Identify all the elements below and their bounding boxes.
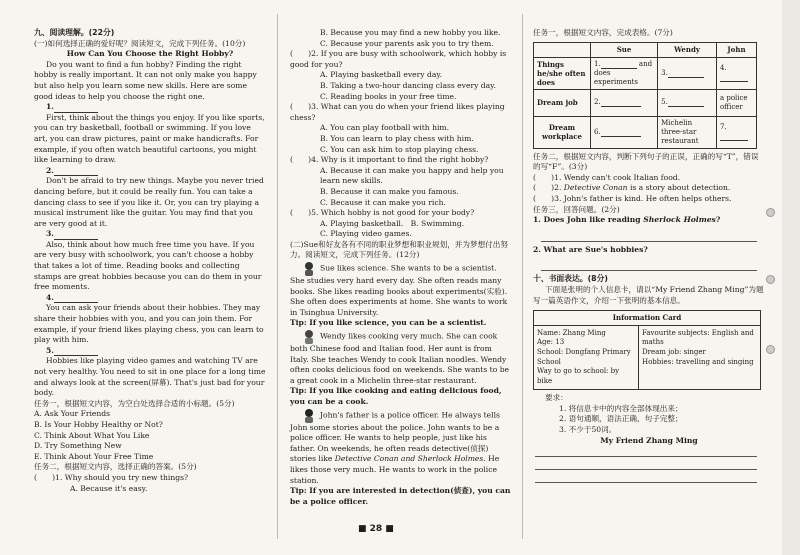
card-way: Way to go to school: by bike [537, 367, 620, 385]
answer-options-row: A. Playing basketball. B. Swimming. [320, 218, 465, 228]
writing-intro: 下面是张明的个人信息卡，请以“My Friend Zhang Ming”为题写一篇英语作文，介绍一下张明的基本信息。 [533, 284, 764, 305]
john-avatar-icon [302, 408, 316, 423]
card-dream: Dream job: singer [641, 347, 706, 356]
answer-option: A. Because it's easy. [70, 483, 148, 493]
requirements-title: 要求： [545, 393, 568, 403]
question[interactable]: ( )3. What can you do when your friend likes playing chess? [290, 102, 505, 122]
card-subjects: Favourite subjects: English and maths [641, 328, 754, 347]
column-divider [522, 14, 523, 539]
heading-blank-5: 5. [34, 346, 266, 357]
judge-item[interactable]: ( )2. Detective Conan is a story about detection. [533, 183, 731, 193]
table-header [534, 42, 591, 57]
passage-paragraph: Don't be afraid to try new things. Maybe you never tried dancing before, but it could be really fun. You can take a dancing class to see if you like it. Or, you can try playing a musical instrument like the guitar. You may find that you are very good at it. [34, 176, 264, 228]
question[interactable]: ( )4. Why is it important to find the right hobby? [290, 155, 489, 165]
answer-option: C. Because it can make you rich. [320, 197, 446, 207]
answer-option: C. You can ask him to stop playing chess. [320, 144, 479, 154]
option-item: E. Think About Your Free Time [34, 451, 154, 461]
answer-option: C. Because your parents ask you to try them. [320, 38, 494, 48]
requirement: 3. 不少于50词。 [559, 425, 617, 435]
passage-paragraph: You can ask your friends about their hobbies. They may share their hobbies with you, and you can join them. For example, if your friend likes playing chess, you can learn to play with him. [34, 303, 264, 345]
answer-blank[interactable] [54, 167, 98, 176]
page-number: ■ 28 ■ [358, 524, 394, 534]
task-instruction: 任务一，根据短文内容，为空白处选择合适的小标题。(5分) [34, 398, 235, 408]
card-hobbies: Hobbies: travelling and singing [641, 357, 754, 366]
column-right [533, 28, 765, 485]
table-header: John [716, 42, 756, 57]
short-question: 2. What are Sue's hobbies? [533, 244, 648, 254]
essay-title: My Friend Zhang Ming [600, 435, 698, 445]
requirement: 1. 将信息卡中的内容全部体现出来； [559, 403, 683, 413]
information-card [533, 310, 761, 390]
table-row: Things he/she often does 1. and does experiments 3. 4. [534, 57, 757, 89]
option-item: C. Think About What You Like [34, 430, 150, 440]
question[interactable]: ( )5. Which hobby is not good for your body? [290, 208, 475, 218]
card-school: School: Dongfang Primary School [537, 347, 631, 366]
task-instruction: 任务二，根据短文内容，选择正确的答案。(5分) [34, 462, 197, 472]
option-item: D. Try Something New [34, 441, 122, 451]
part-title: (一)如何选择正确的爱好呢？阅读短文，完成下列任务。(10分) [34, 38, 246, 48]
card-name: Name: Zhang Ming [537, 328, 606, 337]
tip: Tip: If you are interested in detection(侦查), you can be a police officer. [290, 486, 511, 506]
passage-wendy: Wendy likes cooking very much. She can cook both Chinese food and Italian food. Her aunt is from Italy. She teaches Wendy to cook Italian noodles. Wendy often cooks delicious food on weekends. She wants to be a great cook in a Michelin three-star restaurant. [290, 329, 512, 386]
answer-blank[interactable] [54, 104, 98, 113]
requirement: 2. 语句通顺，语法正确，句子完整； [559, 414, 683, 424]
question[interactable]: ( )1. Why should you try new things? [34, 472, 189, 482]
answer-option: B. Taking a two-hour dancing class every day. [320, 80, 496, 90]
task-instruction: 任务三，回答问题。(2分) [533, 204, 620, 214]
writing-line[interactable] [535, 446, 757, 457]
judge-item[interactable]: ( )3. John's father is kind. He often helps others. [533, 193, 732, 203]
writing-line[interactable] [535, 459, 757, 470]
passage-sue: Sue likes science. She wants to be a scientist. She studies very hard every day. She often reads many books. She likes reading books about experiments(实验). She often does experiments at home. She wants to work in Tsinghua University. [290, 261, 512, 318]
judge-item[interactable]: ( )1. Wendy can't cook Italian food. [533, 172, 681, 182]
passage-intro: Do you want to find a fun hobby? Finding the right hobby is really important. It can not only make you happy but also help you learn some new skills. Here are some good ideas to help you choose the right one. [34, 59, 257, 101]
info-table [533, 42, 757, 149]
answer-option: B. Because it can make you famous. [320, 186, 459, 196]
heading-blank-1: 1. [34, 102, 266, 113]
task-instruction: 任务二，根据短文内容，判断下列句子的正误，正确的写“T”，错误的写“F”。(3分) [533, 151, 759, 172]
answer-option: C. Playing video games. [320, 229, 412, 239]
answer-option: A. Because it can make you happy and help you learn new skills. [320, 165, 504, 186]
short-question: 1. Does John like reading Sherlock Holmes? [533, 215, 721, 225]
part-title: (二)Sue和好友各有不同的职业梦想和职业规划，并为梦想付出努力。阅读短文，完成下列任务。(12分) [290, 239, 508, 260]
column-left [34, 28, 266, 494]
answer-option: C. Reading books in your free time. [320, 91, 457, 101]
heading-blank-2: 2. [34, 166, 266, 177]
option-item: B. Is Your Hobby Healthy or Not? [34, 419, 163, 429]
answer-blank[interactable] [54, 294, 98, 303]
table-header: Sue [591, 42, 658, 57]
table-row: Dream job 2. 5. a police officer [534, 89, 757, 116]
answer-option: B. Because you may find a new hobby you like. [320, 28, 501, 37]
answer-option: A. You can play football with him. [320, 123, 450, 133]
column-middle [290, 28, 512, 507]
answer-line[interactable] [541, 261, 757, 271]
section-title: 十、书面表达。(8分) [533, 274, 608, 284]
section-title: 九、阅读理解。(22分) [34, 28, 115, 37]
passage-paragraph: Hobbies like playing video games and watching TV are not very healthy. You need to sit in one place for a long time and always look at the screen(屏幕). That's just bad for your body. [34, 356, 266, 398]
question[interactable]: ( )2. If you are busy with schoolwork, which hobby is good for you? [290, 49, 507, 69]
card-age: Age: 13 [537, 338, 565, 347]
answer-option: B. You can learn to play chess with him. [320, 133, 474, 143]
tip: Tip: If you like science, you can be a scientist. [290, 318, 487, 328]
sue-avatar-icon [302, 261, 316, 276]
answer-option: A. Playing basketball every day. [320, 70, 443, 80]
table-row: Dream workplace 6. Michelin three-star restaurant 7. [534, 116, 757, 148]
writing-line[interactable] [535, 472, 757, 483]
card-title: Information Card [534, 311, 760, 326]
heading-blank-3: 3. [34, 229, 266, 240]
passage-john: John's father is a police officer. He always tells John some stories about the police. John wants to be a police officer. He wants to help people, just like his father. On weekends, he often reads detective(侦探) stories like Detective Conan and Sherlock Holmes. He likes those very much. He wants to work in the police station. [290, 408, 512, 487]
passage-paragraph: Also, think about how much free time you have. If you are very busy with schoolwork, you can't choose a hobby that takes a lot of time. Reading books and collecting stamps are great hobbies because you can do them in your free moments. [34, 239, 262, 292]
heading-blank-4: 4. [34, 293, 266, 304]
passage-title: How Can You Choose the Right Hobby? [66, 49, 234, 59]
tip: Tip: If you like cooking and eating delicious food, you can be a cook. [290, 386, 502, 406]
task-instruction: 任务一，根据短文内容，完成表格。(7分) [533, 28, 673, 37]
column-divider [277, 14, 278, 539]
answer-line[interactable] [541, 232, 757, 242]
passage-paragraph: First, think about the things you enjoy. If you like sports, you can try basketball, football or swimming. If you love art, you can draw pictures, paint or make handicrafts. For example, if you often watch beautiful cartoons, you might like learning to draw. [34, 112, 265, 165]
answer-blank[interactable] [54, 347, 98, 356]
table-header: Wendy [658, 42, 717, 57]
option-item: A. Ask Your Friends [34, 409, 111, 419]
wendy-avatar-icon [302, 329, 316, 344]
answer-blank[interactable] [54, 231, 98, 240]
binding-edge [782, 0, 800, 555]
